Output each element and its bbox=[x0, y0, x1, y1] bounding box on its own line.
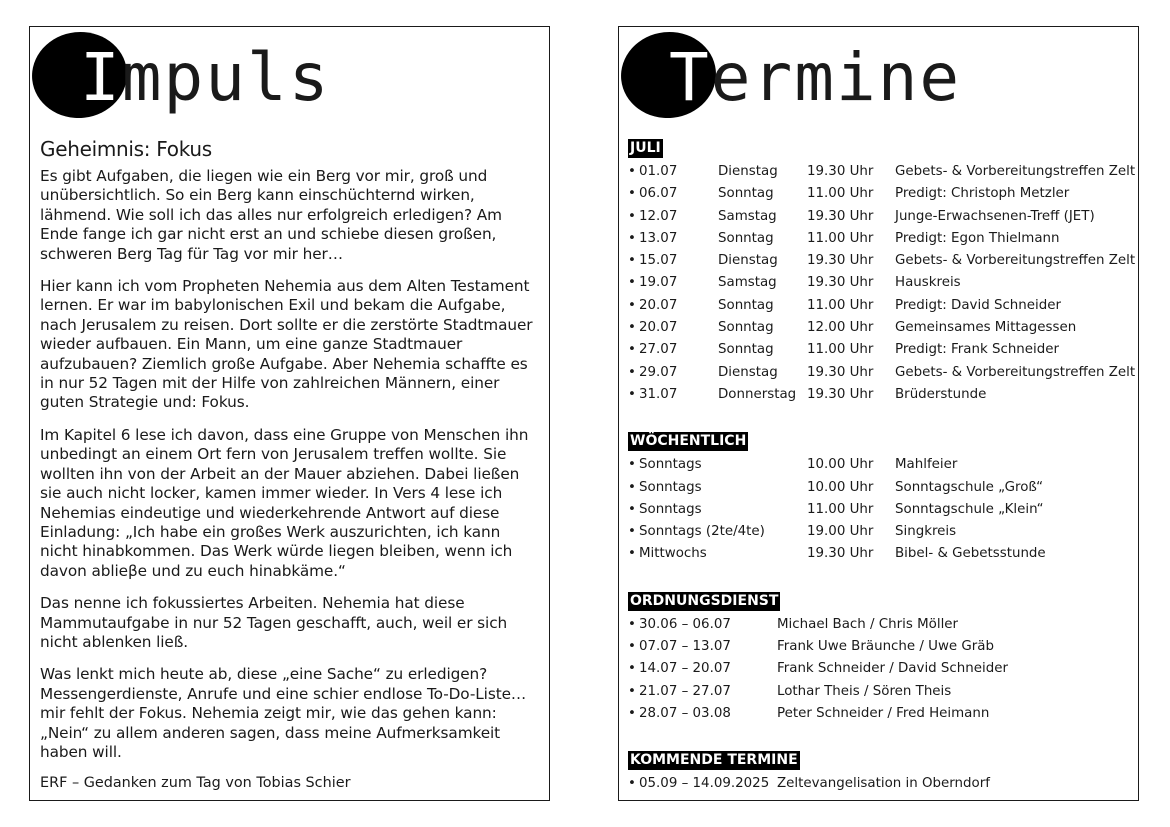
duty-names: Frank Schneider / David Schneider bbox=[777, 661, 1008, 677]
list-item bbox=[628, 295, 1133, 317]
event-description: Hauskreis bbox=[895, 275, 961, 291]
weekly-time: 19.30 Uhr bbox=[807, 546, 874, 562]
list-item bbox=[628, 681, 1133, 703]
bullet-icon: • bbox=[628, 479, 636, 495]
ordnungsdienst-list bbox=[628, 614, 1133, 725]
bullet-icon: • bbox=[628, 208, 636, 224]
bullet-icon: • bbox=[628, 164, 636, 179]
impuls-paragraph: Im Kapitel 6 lese ich davon, dass eine Gruppe von Menschen ihn unbedingt an einem Ort fern von Jerusalem treffen wollte. Sie wollten ihn von der Arbeit an der Mauer abziehen. Dabei ließen sie auch nicht locker, kamen immer wieder. In Vers 4 lese ich Nehemias eindeutige und wiederkehrende Antwort auf diese Einladung: „Ich habe ein großes Werk auszurichten, ich kann nicht hinabkommen. Das Werk würde liegen bleiben, wenn ich davon ablieβe und zu euch hinabkäme.“ bbox=[40, 425, 529, 580]
event-weekday: Sonntag bbox=[718, 297, 774, 313]
impuls-heading-rest: mpuls bbox=[121, 39, 331, 116]
event-date: 20.07 bbox=[639, 320, 678, 336]
list-item bbox=[628, 614, 1133, 636]
bullet-icon: • bbox=[628, 186, 636, 202]
termine-heading-rest: ermine bbox=[710, 39, 962, 116]
weekly-description: Bibel- & Gebetsstunde bbox=[895, 546, 1046, 562]
event-weekday: Dienstag bbox=[718, 164, 778, 179]
event-time: 11.00 Uhr bbox=[807, 230, 874, 246]
event-time: 19.30 Uhr bbox=[807, 164, 874, 179]
event-date: 15.07 bbox=[639, 253, 678, 269]
list-item bbox=[628, 339, 1133, 361]
duty-date-range: 28.07 – 03.08 bbox=[639, 705, 731, 721]
termine-heading-initial: T bbox=[669, 39, 711, 116]
event-description: Predigt: Christoph Metzler bbox=[895, 186, 1070, 202]
event-date: 20.07 bbox=[639, 297, 678, 313]
event-description: Brüderstunde bbox=[895, 386, 987, 402]
event-weekday: Sonntag bbox=[718, 186, 774, 202]
list-item bbox=[628, 384, 1133, 406]
impuls-paragraph: Was lenkt mich heute ab, diese „eine Sache“ zu erledigen? Messengerdienste, Anrufe und eine schier endlose To-Do-Liste… mir fehlt der Fokus. Nehemia zeigt mir, wie das gehen kann: „Nein“ zu allem anderen sagen, dass meine Aufmerksamkeit haben will. bbox=[40, 665, 527, 761]
event-date: 29.07 bbox=[639, 364, 678, 380]
event-date: 12.07 bbox=[639, 208, 678, 224]
event-description: Predigt: Frank Schneider bbox=[895, 342, 1060, 358]
duty-date-range: 21.07 – 27.07 bbox=[639, 683, 731, 699]
list-item bbox=[628, 250, 1136, 272]
upcoming-description: Zeltevangelisation in Oberndorf bbox=[777, 776, 990, 792]
weekly-time: 11.00 Uhr bbox=[807, 501, 874, 517]
bullet-icon: • bbox=[628, 639, 636, 655]
event-date: 27.07 bbox=[639, 342, 678, 358]
duty-date-range: 30.06 – 06.07 bbox=[639, 616, 731, 632]
bullet-icon: • bbox=[628, 661, 636, 677]
bullet-icon: • bbox=[628, 683, 636, 699]
juli-list bbox=[628, 161, 1136, 406]
bullet-icon: • bbox=[628, 320, 636, 336]
event-time: 19.30 Uhr bbox=[807, 275, 874, 291]
event-time: 19.30 Uhr bbox=[807, 364, 874, 380]
impuls-panel bbox=[29, 26, 550, 801]
weekly-description: Singkreis bbox=[895, 524, 957, 540]
list-item bbox=[628, 183, 1133, 205]
duty-names: Peter Schneider / Fred Heimann bbox=[777, 705, 990, 721]
event-weekday: Sonntag bbox=[718, 342, 774, 358]
weekly-day: Sonntags (2te/4te) bbox=[639, 524, 765, 540]
duty-names: Michael Bach / Chris Möller bbox=[777, 616, 959, 632]
section-title-juli: JULI bbox=[630, 140, 661, 156]
bullet-icon: • bbox=[628, 230, 636, 246]
section-title-ordnungsdienst: ORDNUNGSDIENST bbox=[630, 592, 779, 609]
bullet-icon: • bbox=[628, 546, 636, 562]
bullet-icon: • bbox=[628, 364, 636, 380]
event-weekday: Dienstag bbox=[718, 253, 778, 269]
duty-date-range: 07.07 – 13.07 bbox=[639, 639, 731, 655]
impuls-heading bbox=[80, 39, 331, 116]
event-description: Gemeinsames Mittagessen bbox=[895, 320, 1077, 336]
weekly-day: Mittwochs bbox=[639, 546, 707, 562]
section-title-kommende: KOMMENDE TERMINE bbox=[630, 752, 798, 769]
list-item bbox=[628, 161, 1136, 183]
woechentlich-list bbox=[628, 454, 1133, 565]
impuls-credit: ERF – Gedanken zum Tag von Tobias Schier bbox=[40, 775, 351, 792]
event-date: 06.07 bbox=[639, 186, 678, 202]
termine-heading bbox=[669, 39, 962, 116]
list-item bbox=[628, 521, 1133, 543]
bullet-icon: • bbox=[628, 776, 636, 792]
bullet-icon: • bbox=[628, 524, 636, 540]
event-description: Junge-Erwachsenen-Treff (JET) bbox=[895, 208, 1095, 224]
weekly-time: 10.00 Uhr bbox=[807, 479, 874, 495]
event-weekday: Dienstag bbox=[718, 364, 778, 380]
event-time: 12.00 Uhr bbox=[807, 320, 874, 336]
event-description: Predigt: Egon Thielmann bbox=[895, 230, 1060, 246]
event-weekday: Samstag bbox=[718, 208, 777, 224]
list-item bbox=[628, 206, 1133, 228]
impuls-subtitle: Geheimnis: Fokus bbox=[40, 137, 212, 161]
event-date: 19.07 bbox=[639, 275, 678, 291]
list-item bbox=[628, 317, 1133, 339]
bullet-icon: • bbox=[628, 297, 636, 313]
duty-names: Frank Uwe Bräunche / Uwe Gräb bbox=[777, 639, 995, 655]
event-time: 19.30 Uhr bbox=[807, 208, 874, 224]
event-time: 19.30 Uhr bbox=[807, 386, 874, 402]
termine-sections bbox=[628, 137, 1136, 796]
kommende-list bbox=[628, 773, 1133, 795]
impuls-paragraph: Das nenne ich fokussiertes Arbeiten. Nehemia hat diese Mammutaufgabe in nur 52 Tagen geschafft, auch, weil er sich nicht ablenken ließ. bbox=[40, 594, 508, 651]
impuls-paragraph: Es gibt Aufgaben, die liegen wie ein Berg vor mir, groß und unübersichtlich. So ein Berg kann einschüchternd wirken, lähmend. Wie soll ich das alles nur erfolgreich erledigen? Am Ende fange ich gar nicht erst an und schiebe diesen großen, schweren Berg Tag für Tag vor mir her… bbox=[40, 167, 502, 263]
weekly-description: Sonntagschule „Klein“ bbox=[895, 501, 1044, 517]
list-item bbox=[628, 228, 1133, 250]
list-item bbox=[628, 658, 1133, 680]
bullet-icon: • bbox=[628, 457, 636, 473]
list-item bbox=[628, 477, 1133, 499]
termine-panel bbox=[618, 26, 1139, 801]
event-description: Gebets- & Vorbereitungstreffen Zelt bbox=[895, 364, 1136, 380]
impuls-article bbox=[40, 137, 540, 791]
bullet-icon: • bbox=[628, 253, 636, 269]
event-date: 31.07 bbox=[639, 386, 678, 402]
weekly-description: Mahlfeier bbox=[895, 457, 958, 473]
upcoming-date-range: 05.09 – 14.09.2025 bbox=[639, 776, 770, 792]
event-date: 13.07 bbox=[639, 230, 678, 246]
event-description: Gebets- & Vorbereitungstreffen Zelt bbox=[895, 253, 1136, 269]
list-item bbox=[628, 499, 1133, 521]
bullet-icon: • bbox=[628, 501, 636, 517]
list-item bbox=[628, 272, 1133, 294]
list-item bbox=[628, 362, 1136, 384]
list-item bbox=[628, 543, 1133, 565]
event-weekday: Samstag bbox=[718, 275, 777, 291]
duty-date-range: 14.07 – 20.07 bbox=[639, 661, 731, 677]
impuls-heading-initial: I bbox=[80, 39, 122, 116]
list-item bbox=[628, 636, 1133, 658]
impuls-paragraph: Hier kann ich vom Propheten Nehemia aus dem Alten Testament lernen. Er war im babylonischen Exil und bekam die Aufgabe, nach Jerusalem zu reisen. Dort sollte er die zerstörte Stadtmauer wieder aufbauen. Ein Mann, um eine ganze Stadtmauer aufzubauen? Ziemlich große Aufgabe. Aber Nehemia schaffte es in nur 52 Tagen mit der Hilfe von zahlreichen Männern, einer guten Strategie und: Fokus. bbox=[40, 277, 533, 412]
event-description: Gebets- & Vorbereitungstreffen Zelt bbox=[895, 164, 1136, 179]
event-time: 19.30 Uhr bbox=[807, 253, 874, 269]
bullet-icon: • bbox=[628, 275, 636, 291]
event-time: 11.00 Uhr bbox=[807, 297, 874, 313]
event-time: 11.00 Uhr bbox=[807, 186, 874, 202]
bullet-icon: • bbox=[628, 705, 636, 721]
event-description: Predigt: David Schneider bbox=[895, 297, 1061, 313]
list-item bbox=[628, 454, 1133, 476]
event-weekday: Donnerstag bbox=[718, 386, 797, 402]
section-title-woechentlich: WÖCHENTLICH bbox=[630, 433, 747, 450]
list-item bbox=[628, 703, 1133, 725]
weekly-day: Sonntags bbox=[639, 479, 702, 495]
weekly-day: Sonntags bbox=[639, 501, 702, 517]
bullet-icon: • bbox=[628, 342, 636, 358]
weekly-day: Sonntags bbox=[639, 457, 702, 473]
weekly-time: 10.00 Uhr bbox=[807, 457, 874, 473]
event-weekday: Sonntag bbox=[718, 320, 774, 336]
event-time: 11.00 Uhr bbox=[807, 342, 874, 358]
duty-names: Lothar Theis / Sören Theis bbox=[777, 683, 952, 699]
weekly-time: 19.00 Uhr bbox=[807, 524, 874, 540]
weekly-description: Sonntagschule „Groß“ bbox=[895, 479, 1044, 495]
bullet-icon: • bbox=[628, 616, 636, 632]
list-item bbox=[628, 773, 1133, 795]
bullet-icon: • bbox=[628, 386, 636, 402]
event-date: 01.07 bbox=[639, 164, 678, 179]
event-weekday: Sonntag bbox=[718, 230, 774, 246]
